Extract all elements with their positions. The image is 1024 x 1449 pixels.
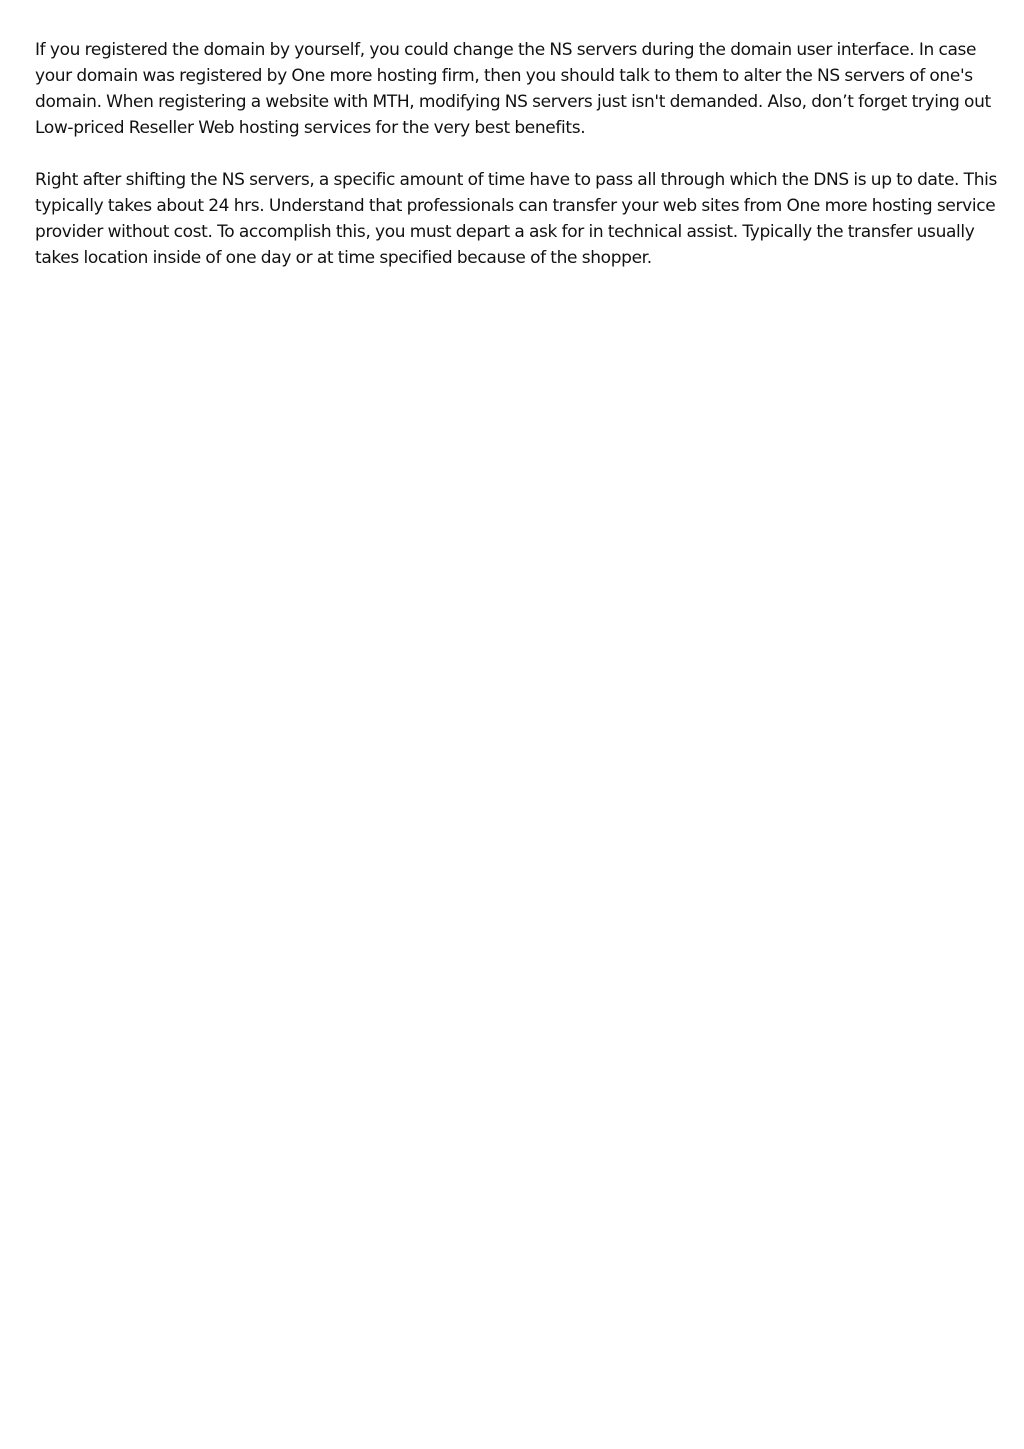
paragraph: If you registered the domain by yourself, you could change the NS servers during the domain user interface. In case your domain was registered by One more hosting firm, then you should talk to them to alter the NS servers of one's domain. When registering a website with MTH, modifying NS servers just isn't demanded. Also, don’t forget trying out Low-priced Reseller Web hosting services for the very best benefits. (35, 40, 991, 138)
paragraph: Right after shifting the NS servers, a specific amount of time have to pass all through which the DNS is up to date. This typically takes about 24 hrs. Understand that professionals can transfer your web sites from One more hosting service provider without cost. To accomplish this, you must depart a ask for in technical assist. Typically the transfer usually takes location inside of one day or at time specified because of the shopper. (35, 170, 998, 268)
document-body (35, 37, 997, 297)
